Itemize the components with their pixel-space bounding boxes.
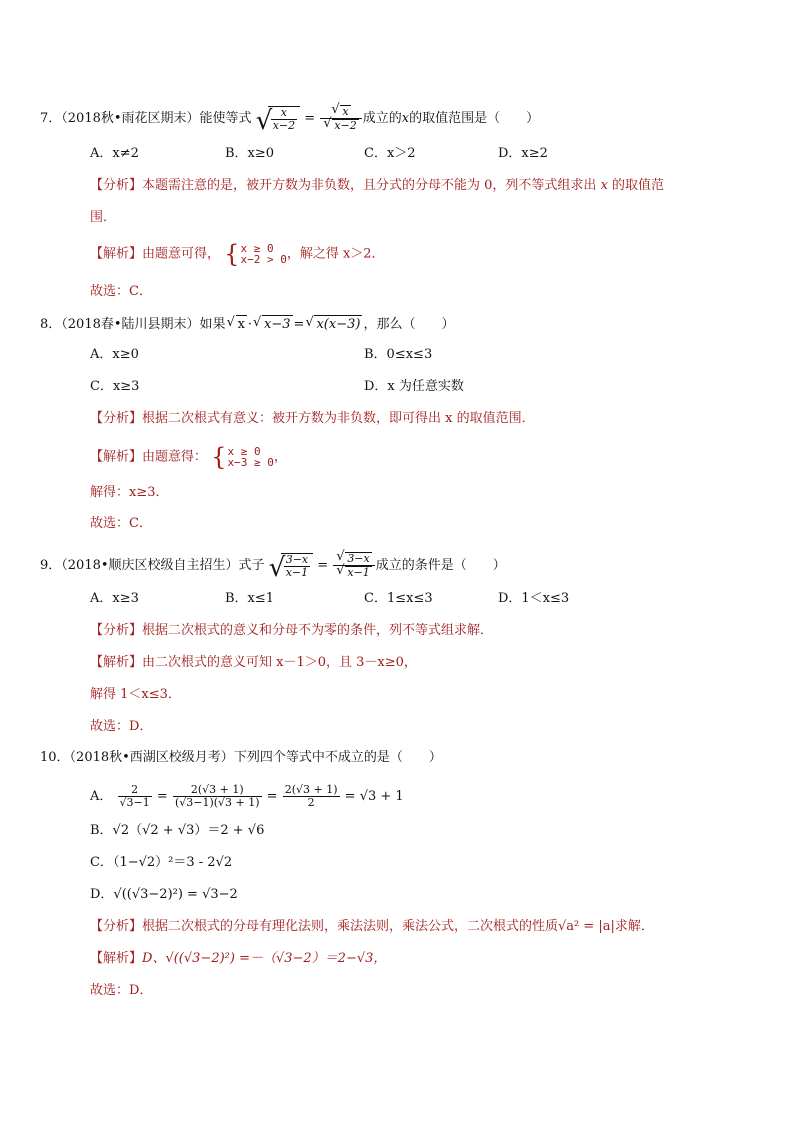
question-9-stem: 9．（2018•顺庆区校级自主招生）式子 √ $\frac{3-x}{x-1}$ = √ 3−x √ x−1 成立的条件是（ ）	[40, 552, 506, 579]
question-7-stem: 7．（2018秋•雨花区期末）能使等式 √ $\frac{x}{x-2}$ = √ x √ x−2 成立的x的取值范围是（ ）	[40, 105, 539, 132]
option-b: B．x≥0	[225, 146, 275, 161]
analysis: 【分析】根据二次根式的分母有理化法则，乘法法则，乘法公式，二次根式的性质√a² = |a|求解．	[90, 919, 654, 934]
solution: 【解析】D、√((√3−2)²) =－（√3−2）＝2−√3，	[90, 951, 387, 966]
question-text: 能使等式	[199, 111, 252, 126]
option-c: C．x＞2	[364, 146, 416, 161]
analysis: 【分析】根据二次根式有意义：被开方数为非负数，即可得出 x 的取值范围．	[90, 411, 535, 426]
option-a: A．x≥3	[90, 591, 139, 606]
analysis: 【分析】根据二次根式的意义和分母不为零的条件，列不等式组求解．	[90, 623, 494, 638]
analysis-tag: 【分析】	[90, 178, 143, 193]
option-d: D．x≥2	[498, 146, 548, 161]
result: 解得 1＜x≤3．	[90, 687, 181, 702]
question-source: （2018秋•雨花区期末）	[61, 111, 200, 126]
option-c: C．（1−√2）²＝3 - 2√2	[90, 855, 233, 870]
option-b: B．x≤1	[225, 591, 275, 606]
solution: 【解析】由二次根式的意义可知 x－1＞0，且 3－x≥0，	[90, 655, 417, 670]
analysis-continued: 围．	[90, 210, 117, 225]
choice: 故选：C．	[90, 516, 152, 531]
solution: 【解析】由题意得： { x ≥ 0 x−3 ≥ 0 ，	[90, 443, 287, 471]
choice: 故选：D．	[90, 983, 153, 998]
inequality-system: { x ≥ 0 x−2 > 0	[224, 240, 287, 268]
sqrt-fraction-left: √ $\frac{x}{x-2}$	[256, 106, 300, 132]
option-a: A． $\frac{2}{√3-1}$ = $\frac{2(√3 + 1)}{(√3-1)(√3 + 1)}$ = $\frac{2(√3 + 1)}{2}$ = √3 + 1	[90, 783, 404, 809]
solution: 【解析】由题意可得， { x ≥ 0 x−2 > 0 ，解之得 x＞2．	[90, 240, 385, 268]
question-8-stem: 8．（2018春•陆川县期末）如果√ x ·√ x−3 =√ x(x−3) ，那么（ ）	[40, 315, 454, 334]
option-c: C．1≤x≤3	[364, 591, 433, 606]
option-b: B．√2（√2 + √3）＝2 + √6	[90, 823, 265, 838]
option-d: D．1＜x≤3	[498, 591, 570, 606]
result: 解得：x≥3．	[90, 485, 169, 500]
choice: 故选：D．	[90, 719, 153, 734]
option-d: D．√((√3−2)²) = √3−2	[90, 887, 238, 902]
option-a: A．x≥0	[90, 347, 139, 362]
solution-tag: 【解析】	[90, 246, 143, 262]
option-d: D．x 为任意实数	[364, 379, 464, 394]
sqrt-fraction-right: √ x √ x−2	[320, 105, 361, 132]
inequality-system: { x ≥ 0 x−3 ≥ 0	[211, 443, 274, 471]
option-a: A．x≠2	[90, 146, 139, 161]
question-number: 7．	[40, 111, 62, 126]
option-c: C．x≥3	[90, 379, 140, 394]
question-10-stem: 10．（2018秋•西湖区校级月考）下列四个等式中不成立的是（ ）	[40, 750, 442, 765]
analysis: 【分析】本题需注意的是，被开方数为非负数，且分式的分母不能为 0，列不等式组求出 x 的取值范	[90, 178, 665, 193]
choice: 故选：C．	[90, 284, 152, 299]
option-b: B．0≤x≤3	[364, 347, 433, 362]
